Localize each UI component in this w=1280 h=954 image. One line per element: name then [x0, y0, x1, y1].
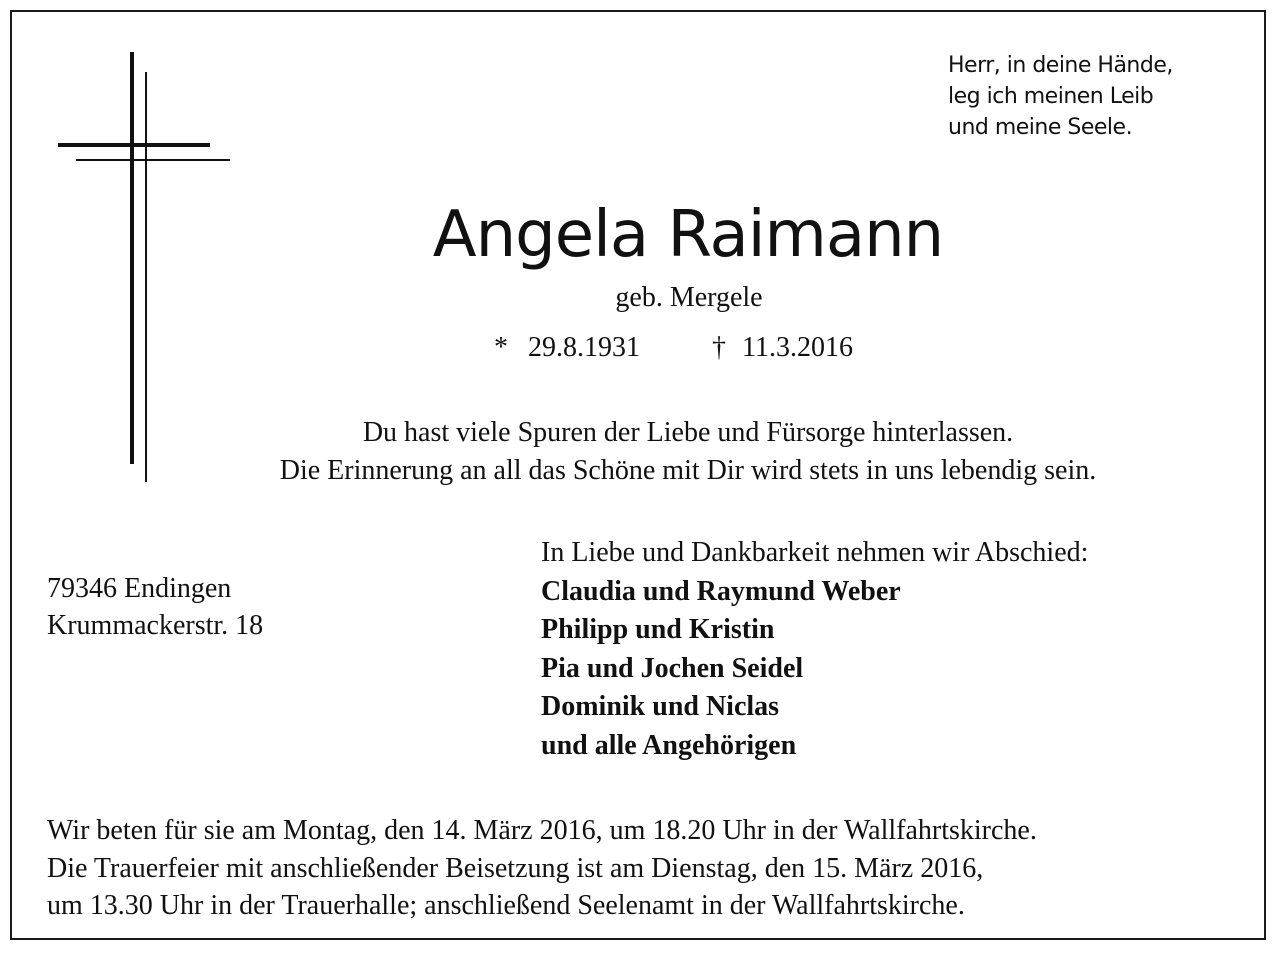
service-details — [47, 812, 1037, 925]
address-street: Krummackerstr. 18 — [47, 610, 264, 641]
death-date: 11.3.2016 — [742, 332, 853, 363]
mourner-family: Dominik und Niclas — [541, 691, 780, 722]
quote-line: Du hast viele Spuren der Liebe und Fürsorge hinterlassen. — [362, 417, 1014, 448]
motto-line: Herr, in deine Hände, — [948, 53, 1173, 78]
service-line: Die Trauerfeier mit anschließender Beisetzung ist am Dienstag, den 15. März 2016, — [47, 852, 984, 884]
address-city: 79346 Endingen — [47, 573, 232, 604]
motto-verse — [948, 50, 1248, 143]
motto-line: leg ich meinen Leib — [948, 84, 1154, 109]
mourner-family: Claudia und Raymund Weber — [541, 575, 901, 607]
mourner-family: und alle Angehörigen — [541, 729, 797, 761]
death-dagger-icon: † — [712, 332, 726, 363]
deceased-name: Angela Raimann — [432, 198, 944, 272]
family-address — [47, 570, 263, 644]
mourner-family: Pia und Jochen Seidel — [541, 652, 804, 684]
mourners-list — [541, 534, 1088, 765]
mourners-intro: In Liebe und Dankbarkeit nehmen wir Abschied: — [541, 537, 1089, 568]
mourner-family: Philipp und Kristin — [541, 614, 775, 645]
quote-line: Die Erinnerung an all das Schöne mit Dir wird stets in uns lebendig sein. — [279, 455, 1097, 486]
cross-horizontal-bar — [58, 143, 210, 147]
birth-star-icon: * — [494, 332, 508, 363]
service-line: um 13.30 Uhr in der Trauerhalle; anschließend Seelenamt in der Wallfahrtskirche. — [47, 890, 965, 921]
maiden-name: geb. Mergele — [615, 282, 763, 313]
cross-horizontal-shadow — [76, 159, 230, 161]
birth-date: 29.8.1931 — [528, 332, 640, 363]
motto-line: und meine Seele. — [948, 115, 1133, 140]
service-line: Wir beten für sie am Montag, den 14. März 2016, um 18.20 Uhr in der Wallfahrtskirche. — [47, 815, 1037, 846]
memorial-quote — [0, 414, 1280, 490]
life-dates — [494, 330, 853, 366]
